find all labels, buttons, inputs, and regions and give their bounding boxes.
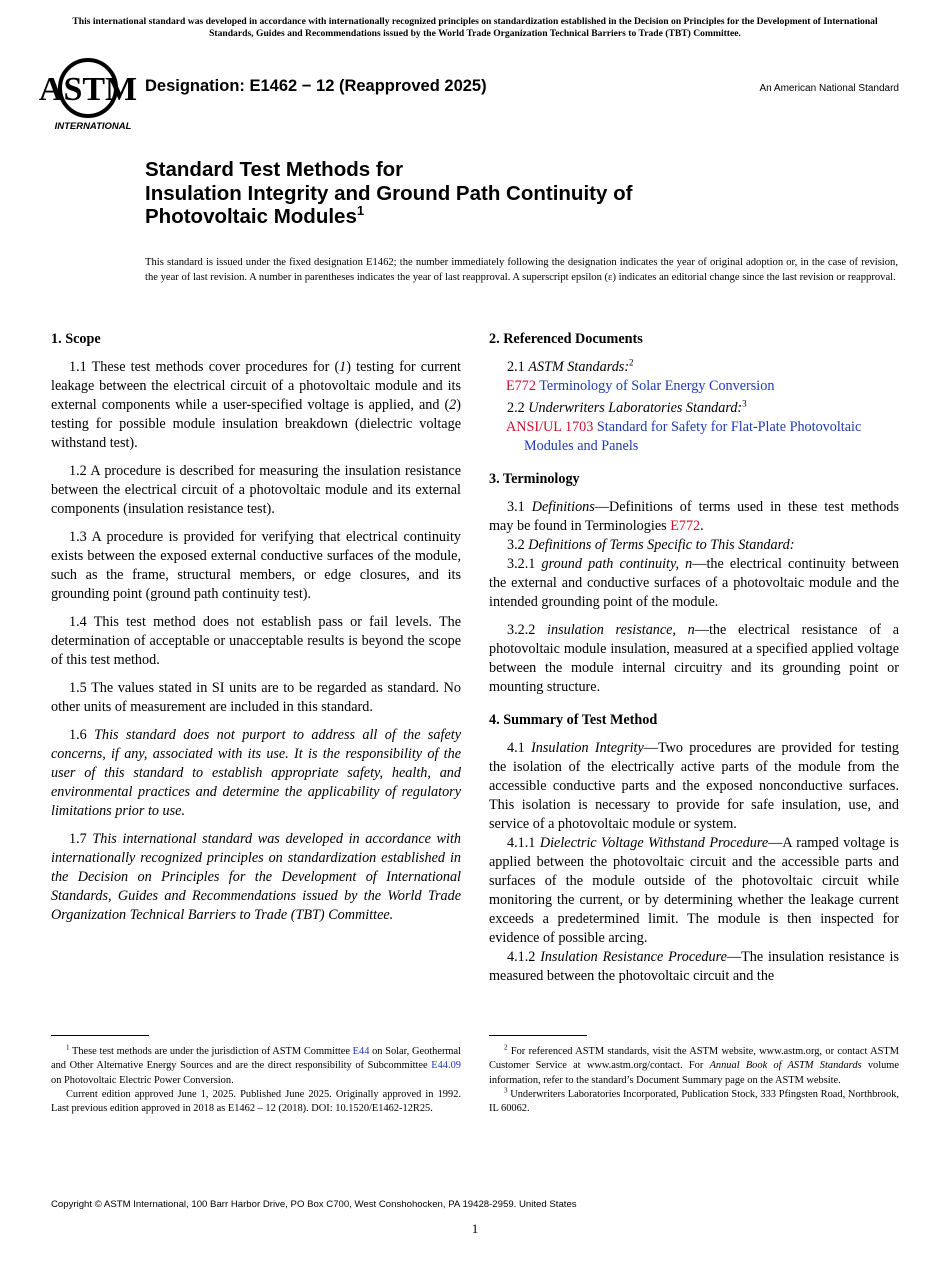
astm-logo xyxy=(38,56,138,134)
paragraph-1-5: 1.5 The values stated in SI units are to be regarded as standard. No other units of measurement are included in this standard. xyxy=(51,680,461,715)
section-heading-summary: 4. Summary of Test Method xyxy=(489,712,658,728)
astm-logo-icon xyxy=(38,56,138,134)
national-standard-label: An American National Standard xyxy=(759,83,899,94)
paragraph-1-2: 1.2 A procedure is described for measuring the insulation resistance between the electrical circuit of a photovoltaic module and its external components (insulation resistance test). xyxy=(51,463,461,517)
paragraph-2-2: 2.2 Underwriters Laboratories Standard:$^3$ xyxy=(507,398,747,416)
svg-text:ASTM: ASTM xyxy=(38,71,138,108)
paragraph-1-7: 1.7 This international standard was developed in accordance with internationally recognized principles on standardization established in the Decision on Principles for the Development of International Standards, Guides and Recommendations issued by the World Trade Organization Technical Barriers to Trade (TBT) Committee. xyxy=(51,831,461,923)
footnote-1: $^1$ These test methods are under the jurisdiction of ASTM Committee E44 on Solar, Geothermal and Other Alternative Energy Sources and are the direct responsibility of Subcommittee E44.09 on Photovoltaic Electric Power Conversion. xyxy=(51,1043,461,1086)
section-heading-referenced-documents: 2. Referenced Documents xyxy=(489,331,643,347)
paragraph-3-2-2: 3.2.2 insulation resistance, n—the electrical resistance of a photovoltaic module insulation, measured at a specified applied voltage between the module internal circuitry and its grounding point or mounting structure. xyxy=(489,622,899,695)
footnotes-right xyxy=(489,1045,899,1116)
e44-09-link[interactable]: E44.09 xyxy=(431,1060,461,1072)
paragraph-4-1: 4.1 Insulation Integrity—Two procedures are provided for testing the isolation of the electrically active parts of the module from the accessible conductive parts and the exposed nonconductive surfaces. This isolation is necessary to provide for safe insulation, use, and service of a photovoltaic module or system. xyxy=(489,740,899,832)
e772-inline-link[interactable]: E772 xyxy=(670,518,701,534)
title-line-3: Photovoltaic Modules$^1$ xyxy=(145,203,365,228)
title-footnote-mark: 1 xyxy=(356,203,365,219)
paragraph-3-1: 3.1 Definitions—Definitions of terms used in these test methods may be found in Terminologies E772. xyxy=(489,499,899,534)
left-column xyxy=(51,330,461,934)
e772-link[interactable]: E772 xyxy=(506,378,536,394)
title-line-2: Insulation Integrity and Ground Path Continuity of xyxy=(145,181,633,205)
paragraph-3-2-1: 3.2.1 ground path continuity, n—the electrical continuity between the external and conductive surfaces of a photovoltaic module and the intended grounding point of the module. xyxy=(489,556,900,610)
referenced-document-ul1703[interactable]: ANSI/UL 1703 Standard for Safety for Flat-Plate Photovoltaic Modules and Panels xyxy=(506,419,862,454)
referenced-document-e772[interactable]: E772 Terminology of Solar Energy Conversion xyxy=(506,378,775,394)
paragraph-4-1-1: 4.1.1 Dielectric Voltage Withstand Procedure—A ramped voltage is applied between the photovoltaic circuit and the accessible parts and surfaces of the module outside of the photovoltaic circuit while monitoring the current, or by determining whether the leakage current exceeds a predetermined limit. The module is then inspected for evidence of possible arcing. xyxy=(489,835,899,946)
page-number: 1 xyxy=(471,1221,479,1236)
issue-note: This standard is issued under the fixed designation E1462; the number immediately following the designation indicates the year of original adoption or, in the case of revision, the year of last revision. A number in parentheses indicates the year of last reapproval. A superscript epsilon (ε) indicates an editorial change since the last revision or reapproval. xyxy=(145,257,898,283)
section-heading-terminology: 3. Terminology xyxy=(489,471,580,487)
footnote-3: $^3$ Underwriters Laboratories Incorporated, Publication Stock, 333 Pfingsten Road, Northbrook, IL 60062. xyxy=(489,1086,899,1115)
paragraph-3-2: 3.2 Definitions of Terms Specific to This Standard: xyxy=(507,537,795,553)
e44-link[interactable]: E44 xyxy=(352,1046,370,1057)
copyright-notice: Copyright © ASTM International, 100 Barr Harbor Drive, PO Box C700, West Conshohocken, PA 19428-2959. United States xyxy=(51,1199,577,1210)
paragraph-2-1: 2.1 ASTM Standards:$^2$ xyxy=(507,357,634,375)
designation: Designation: E1462 − 12 (Reapproved 2025) xyxy=(145,77,487,95)
right-column xyxy=(489,330,899,986)
paragraph-1-1: 1.1 These test methods cover procedures for (1) testing for current leakage between the electrical circuit of a photovoltaic module and its external components while a user-specified voltage is applied, and (2) testing for possible module insulation breakdown (dielectric voltage withstand test). xyxy=(51,359,461,451)
top-notice: This international standard was developed in accordance with internationally recognized principles on standardization established in the Decision on Principles for the Development of International Standards, Guides and Recommendations issued by the World Trade Organization Technical Barriers to Trade (TBT) Committee. xyxy=(72,16,878,39)
document-title xyxy=(145,158,885,229)
title-line-1: Standard Test Methods for xyxy=(145,158,404,181)
paragraph-4-1-2: 4.1.2 Insulation Resistance Procedure—The insulation resistance is measured between the photovoltaic circuit and the xyxy=(489,949,899,984)
footnote-rule-left xyxy=(51,1035,149,1036)
footnote-rule-right xyxy=(489,1035,587,1036)
footnote-1-edition: Current edition approved June 1, 2025. Published June 2025. Originally approved in 1992. Last previous edition approved in 2018 as E1462 – 12 (2018). DOI: 10.1520/E1462-12R25. xyxy=(51,1088,461,1115)
paragraph-1-3: 1.3 A procedure is provided for verifying that electrical continuity exists between the exposed external conductive surfaces of the module, such as the frame, structural members, or edge closures, and its grounding point (ground path continuity test). xyxy=(51,529,461,602)
paragraph-1-6: 1.6 This standard does not purport to address all of the safety concerns, if any, associated with its use. It is the responsibility of the user of this standard to establish appropriate safety, health, and environmental practices and determine the applicability of regulatory limitations prior to use. xyxy=(51,727,461,819)
paragraph-1-4: 1.4 This test method does not establish pass or fail levels. The determination of acceptable or unacceptable results is beyond the scope of this test method. xyxy=(51,614,461,668)
section-heading-scope: 1. Scope xyxy=(51,331,101,347)
footnote-2: $^2$ For referenced ASTM standards, visit the ASTM website, www.astm.org, or contact ASTM Customer Service at www.astm.org/contact. For Annual Book of ASTM Standards volume information, refer to the standard’s Document Summary page on the ASTM website. xyxy=(489,1043,899,1086)
ul1703-link[interactable]: ANSI/UL 1703 xyxy=(506,419,594,435)
svg-text:INTERNATIONAL: INTERNATIONAL xyxy=(54,121,132,132)
footnotes-left xyxy=(51,1045,461,1116)
